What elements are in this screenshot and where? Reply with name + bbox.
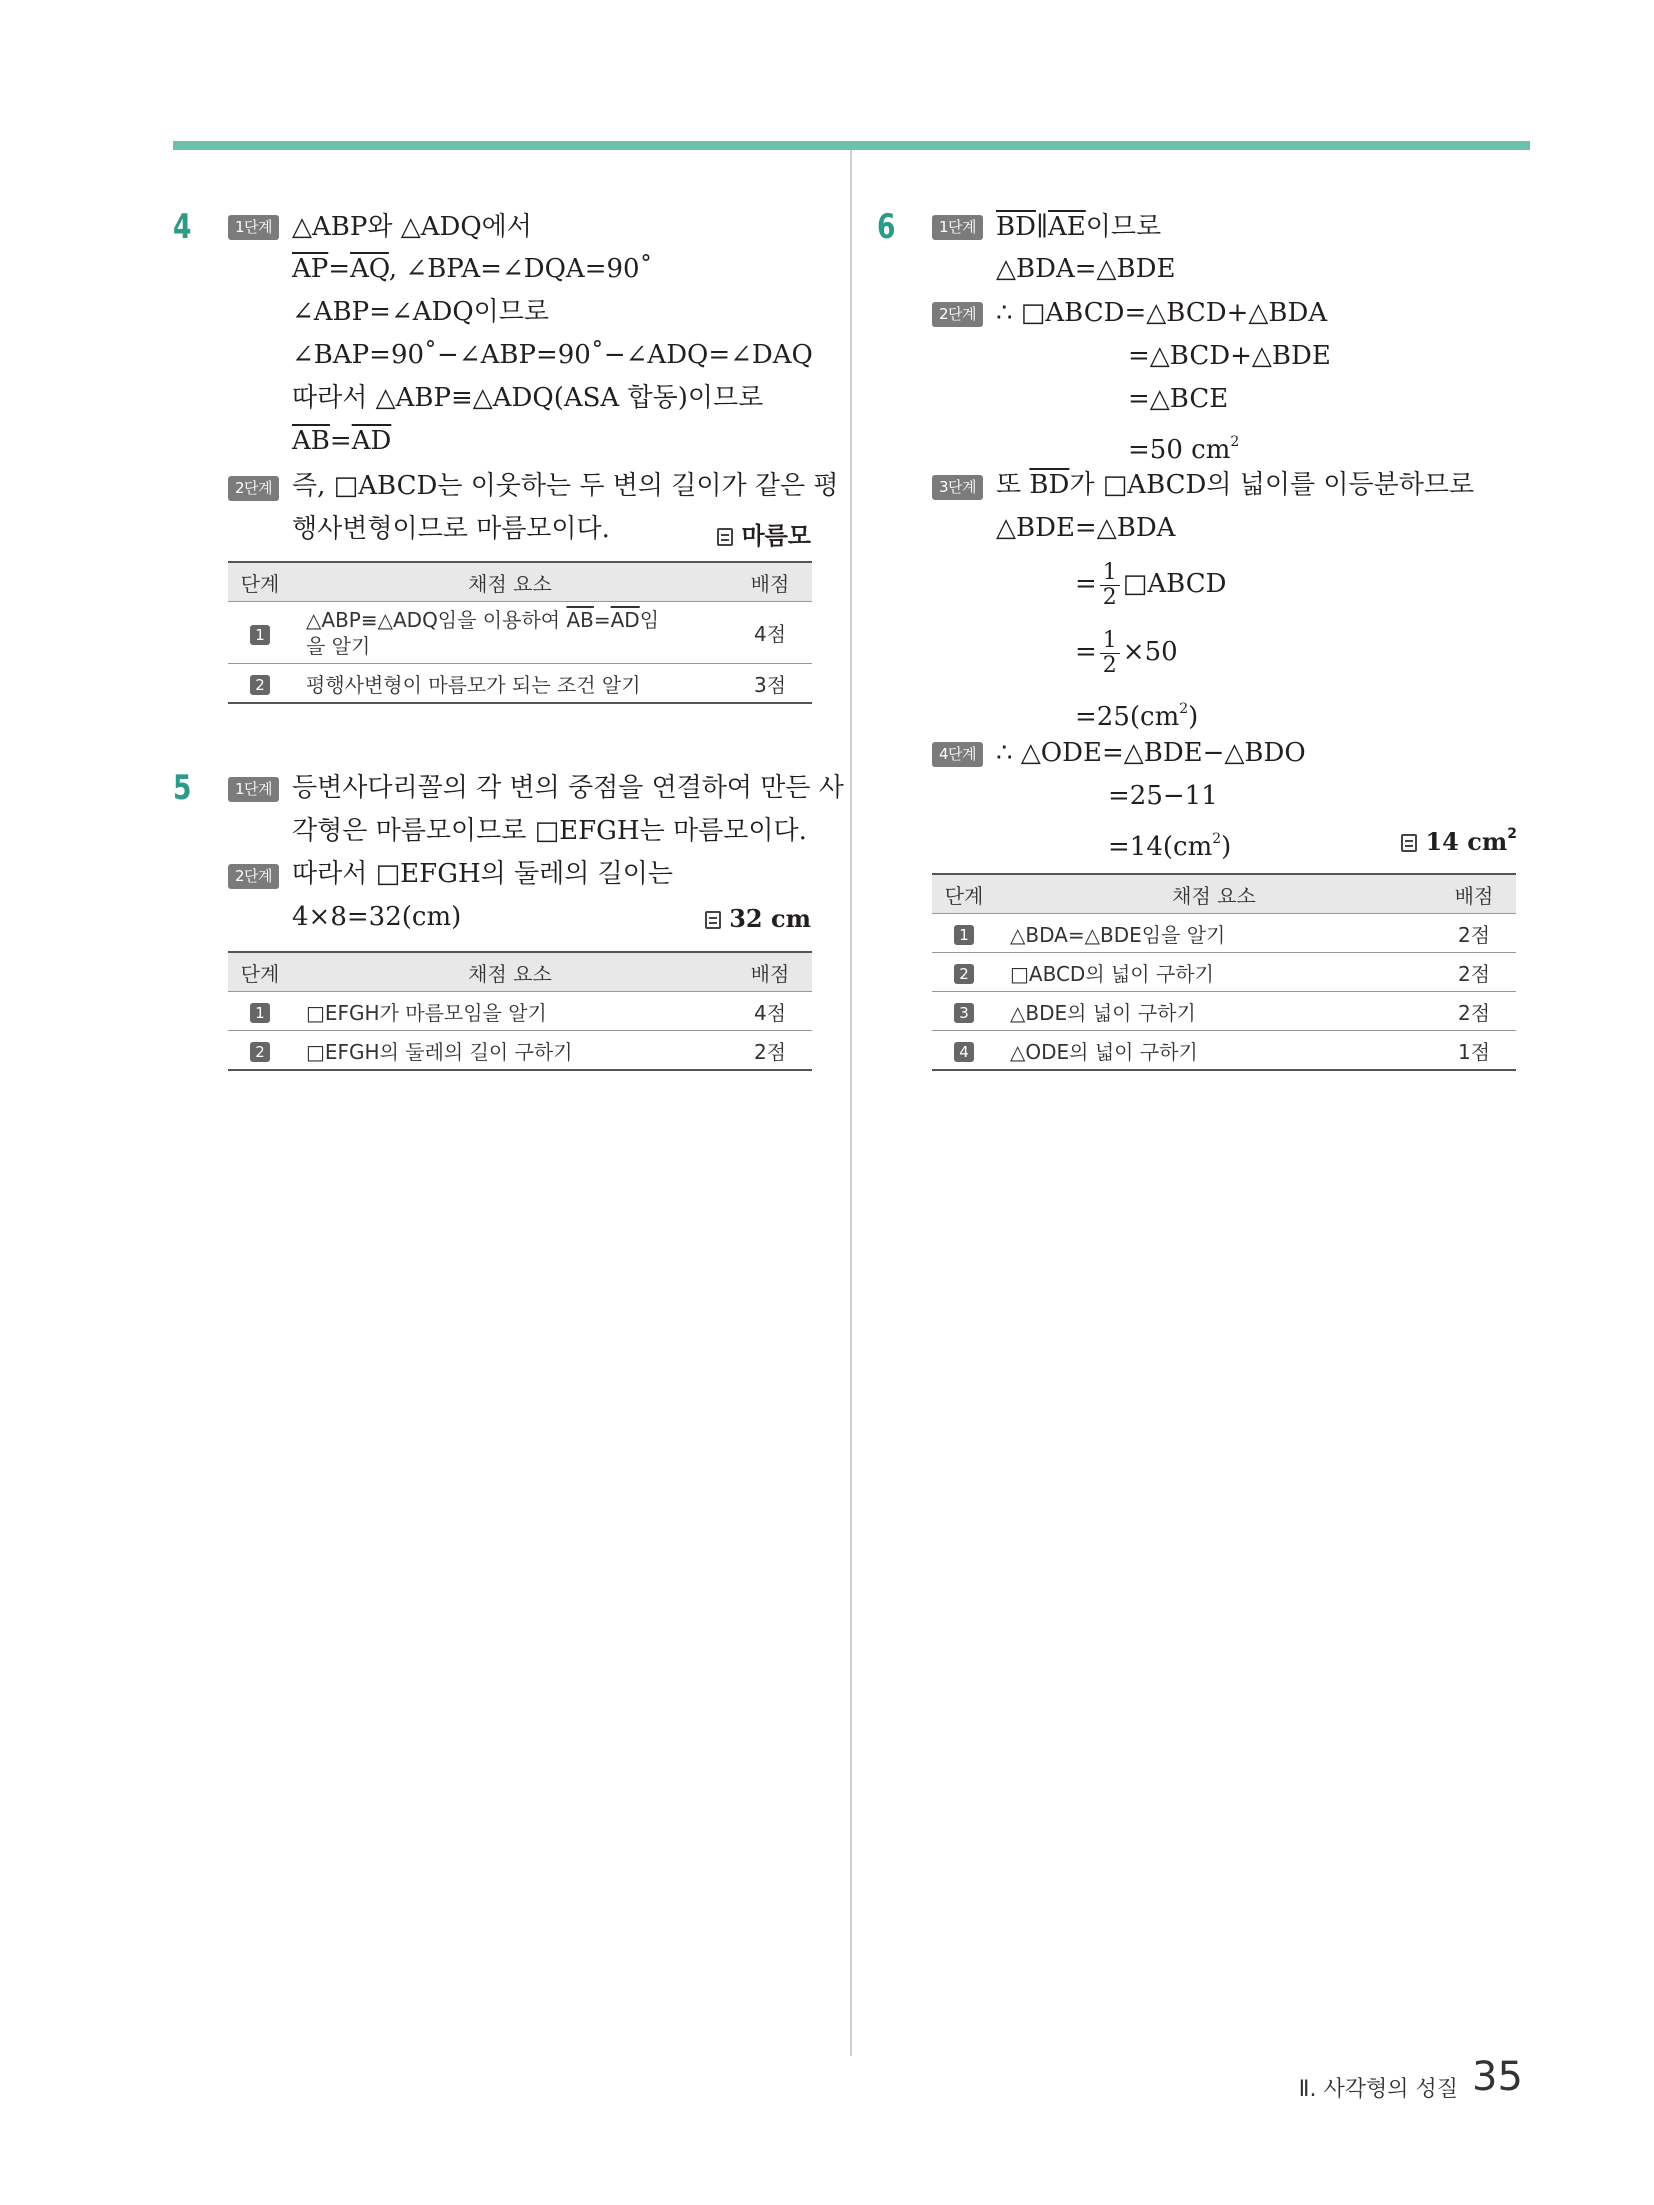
- p6-line-2: △BDA=△BDE: [996, 254, 1176, 284]
- score-value: 4점: [728, 992, 812, 1031]
- p6-line-10: ∴ △ODE=△BDE−△BDO: [996, 738, 1306, 768]
- column-divider: [850, 150, 852, 2056]
- fraction-one-half: $\frac{1}{2}$: [1100, 561, 1120, 610]
- p4-line-4: ∠BAP=90˚−∠ABP=90˚−∠ADQ=∠DAQ: [292, 340, 813, 370]
- p4-line-3: ∠ABP=∠ADQ이므로: [292, 297, 550, 327]
- header-element: 채점 요소: [996, 874, 1432, 914]
- step-badge-2: 2단계: [228, 476, 279, 501]
- p6-line-4: =△BCD+△BDE: [1128, 341, 1331, 371]
- table-row: [932, 992, 1516, 1031]
- table-row: [228, 602, 812, 664]
- step-number: 3: [954, 1003, 974, 1023]
- p6-fraction-line-1: = $\frac{1}{2}$ □ABCD: [1075, 559, 1227, 610]
- p4-line-6: $\overline{AB}=\overline{AD}$: [292, 426, 392, 456]
- p5-line-2: 각형은 마름모이므로 □EFGH는 마름모이다.: [292, 816, 807, 846]
- p5-line-4: 4×8=32(cm): [292, 902, 462, 932]
- p4-line-7: 즉, □ABCD는 이웃하는 두 변의 길이가 같은 평: [292, 471, 839, 501]
- footer-section-title: Ⅱ. 사각형의 성질: [1298, 2077, 1458, 2102]
- score-value: 4점: [728, 602, 812, 664]
- p6-answer: 14 $cm^2$: [1401, 826, 1517, 856]
- score-element: 평행사변형이 마름모가 되는 조건 알기: [292, 664, 728, 704]
- step-number: 1: [250, 625, 270, 645]
- step-badge-2: 2단계: [228, 864, 279, 889]
- step-badge-1: 1단계: [932, 215, 983, 240]
- header-score: 배점: [1432, 874, 1516, 914]
- top-accent-bar: [173, 141, 1530, 150]
- p6-fraction-line-2: = $\frac{1}{2}$ ×50: [1075, 627, 1178, 678]
- step-badge-2: 2단계: [932, 302, 983, 327]
- problem-number-5: 5: [173, 768, 192, 808]
- score-element: △ODE의 넓이 구하기: [996, 1031, 1432, 1071]
- score-value: 2점: [1432, 914, 1516, 953]
- header-element: 채점 요소: [292, 562, 728, 602]
- step-number: 1: [250, 1003, 270, 1023]
- p6-line-6: =50 $cm^2$: [1128, 434, 1240, 465]
- score-element: □EFGH의 둘레의 길이 구하기: [292, 1031, 728, 1071]
- p6-line-11: =25−11: [1108, 781, 1218, 811]
- step-number: 2: [250, 675, 270, 695]
- step-number: 4: [954, 1042, 974, 1062]
- step-number: 2: [250, 1042, 270, 1062]
- score-value: 3점: [728, 664, 812, 704]
- p6-line-1: $\overline{BD}\parallel\overline{AE}$이므로: [996, 212, 1162, 242]
- table-row: [932, 953, 1516, 992]
- header-step: 단계: [228, 562, 292, 602]
- step-badge-1: 1단계: [228, 777, 279, 802]
- p4-score-table: [228, 561, 812, 704]
- score-element: △BDE의 넓이 구하기: [996, 992, 1432, 1031]
- table-row: [228, 664, 812, 704]
- p4-line-5: 따라서 △ABP≡△ADQ(ASA 합동)이므로: [292, 383, 764, 413]
- header-step: 단계: [932, 874, 996, 914]
- p6-line-5: =△BCE: [1128, 384, 1229, 414]
- header-score: 배점: [728, 562, 812, 602]
- step-number: 2: [954, 964, 974, 984]
- answer-mark-icon: [1401, 834, 1417, 852]
- p4-line-1: △ABP와 △ADQ에서: [292, 212, 532, 242]
- score-value: 2점: [1432, 953, 1516, 992]
- p6-line-12: $=14(cm^2)$: [1108, 831, 1232, 862]
- p6-score-table: [932, 873, 1516, 1071]
- fraction-one-half: $\frac{1}{2}$: [1100, 629, 1120, 678]
- p6-line-3: ∴ □ABCD=△BCD+△BDA: [996, 298, 1328, 328]
- p6-line-9: $=25(cm^2)$: [1075, 701, 1199, 732]
- p5-answer: 32 cm: [705, 904, 811, 933]
- page-number: 35: [1472, 2054, 1523, 2100]
- answer-mark-icon: [705, 911, 721, 929]
- problem-number-4: 4: [173, 207, 192, 247]
- score-value: 2점: [1432, 992, 1516, 1031]
- answer-mark-icon: [717, 528, 733, 546]
- p4-answer: 마름모: [717, 516, 811, 551]
- score-element: △ABP≡△ADQ임을 이용하여 $\overline{AB}=\overline{AD}$임 을 알기: [292, 602, 728, 664]
- header-score: 배점: [728, 952, 812, 992]
- score-element: □EFGH가 마름모임을 알기: [292, 992, 728, 1031]
- step-badge-1: 1단계: [228, 215, 279, 240]
- score-element: △BDA=△BDE임을 알기: [996, 914, 1432, 953]
- table-row: [228, 1031, 812, 1071]
- score-value: 2점: [728, 1031, 812, 1071]
- table-row: [228, 992, 812, 1031]
- problem-number-6: 6: [877, 207, 896, 247]
- header-step: 단계: [228, 952, 292, 992]
- step-number: 1: [954, 925, 974, 945]
- header-element: 채점 요소: [292, 952, 728, 992]
- table-row: [932, 1031, 1516, 1071]
- p4-line-8: 행사변형이므로 마름모이다.: [292, 514, 610, 544]
- p5-score-table: [228, 951, 812, 1071]
- score-value: 1점: [1432, 1031, 1516, 1071]
- step-badge-4: 4단계: [932, 742, 983, 767]
- score-element: □ABCD의 넓이 구하기: [996, 953, 1432, 992]
- p5-line-3: 따라서 □EFGH의 둘레의 길이는: [292, 859, 673, 889]
- p5-line-1: 등변사다리꼴의 각 변의 중점을 연결하여 만든 사: [292, 773, 844, 803]
- table-row: [932, 914, 1516, 953]
- p6-line-8: △BDE=△BDA: [996, 513, 1176, 543]
- p6-line-7: 또 $\overline{BD}$가 □ABCD의 넓이를 이등분하므로: [996, 470, 1475, 500]
- p4-line-2: $\overline{AP}=\overline{AQ}$, ∠BPA=∠DQA=90˚: [292, 254, 653, 284]
- step-badge-3: 3단계: [932, 475, 983, 500]
